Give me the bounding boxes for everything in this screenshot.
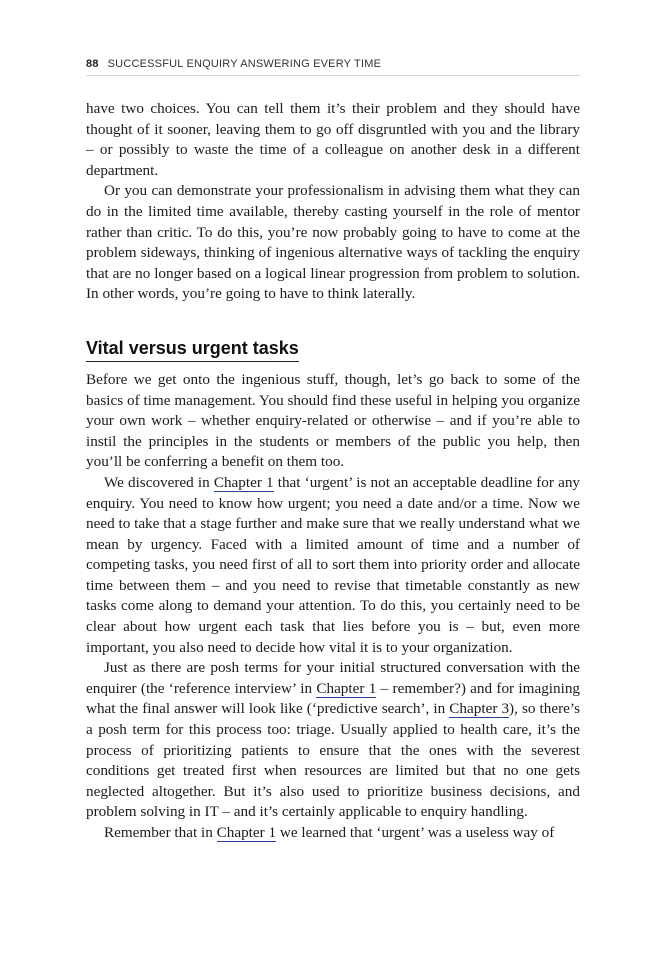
paragraph-5-text-a: Just as there are posh terms for your initial structured conversation with the enquirer (the ‘reference interview’ in: [86, 659, 580, 697]
paragraph-5-text-c: ), so there’s a posh term for this process too: triage. Usually applied to health care, it’s the process of prioritizing patients to ensure that the ones with the severest conditions get treated first when resources are limited but that no one gets neglected altogether. But it’s also used to prioritize business decisions, and problem solving in IT – and it’s certainly applicable to enquiry handling.: [86, 700, 581, 821]
section-heading: Vital versus urgent tasks: [86, 337, 299, 362]
paragraph-1: have two choices. You can tell them it’s their problem and they should have thought of it sooner, leaving them to go off disgruntled with you and the library – or possibly to waste the time of a colleague on another desk in a different department.: [86, 100, 580, 179]
running-title: SUCCESSFUL ENQUIRY ANSWERING EVERY TIME: [107, 58, 382, 70]
paragraph-4: [86, 473, 580, 658]
chapter-1-link[interactable]: Chapter 1: [216, 824, 277, 841]
paragraph-3: Before we get onto the ingenious stuff, though, let’s go back to some of the basics of time management. You should find these useful in helping you organize your own work – whether enquiry-related or otherwise – and if you’re able to instil the principles in the students or members of the public you help, then you’ll be conferring a benefit on them too.: [86, 370, 580, 471]
paragraph-5: [86, 658, 580, 823]
paragraph-4-text-a: We discovered in: [104, 473, 214, 491]
body-text: [86, 99, 580, 844]
paragraph-4-text-b: that ‘urgent’ is not an acceptable deadline for any enquiry. You need to know how urgent; you need a date and/or a time. Now we need to take that a stage further and make sure that we really understand what we mean by urgency. Faced with a limited amount of time and a number of competing tasks, you need first of all to sort them into priority order and allocate time between them – and you need to revise that timetable constantly as new tasks come along to demand your attention. To do this, you certainly need to be clear about how urgent each task that lies before you is – but, even more important, you also need to decide how vital it is to your organization.: [86, 473, 581, 656]
paragraph-6-text-b: we learned that ‘urgent’ was a useless way of: [276, 824, 555, 841]
page-number: 88: [86, 58, 99, 70]
paragraph-5-text-b: – remember?) and for imagining what the final answer will look like (‘predictive search’, in: [86, 679, 581, 718]
chapter-1-link[interactable]: Chapter 1: [316, 679, 377, 697]
paragraph-6-text-a: Remember that in: [104, 824, 217, 841]
chapter-3-link[interactable]: Chapter 3: [449, 700, 510, 718]
paragraph-2: Or you can demonstrate your professionalism in advising them what they can do in the limited time available, thereby casting yourself in the role of mentor rather than critic. To do this, you’re now probably going to have to come at the problem sideways, thinking of ingenious alternative ways of tackling the enquiry that are no longer based on a logical linear progression from problem to solution. In other words, you’re going to have to think laterally.: [86, 182, 580, 303]
paragraph-6: [86, 823, 580, 844]
running-header: [86, 58, 580, 76]
chapter-1-link[interactable]: Chapter 1: [213, 473, 274, 491]
